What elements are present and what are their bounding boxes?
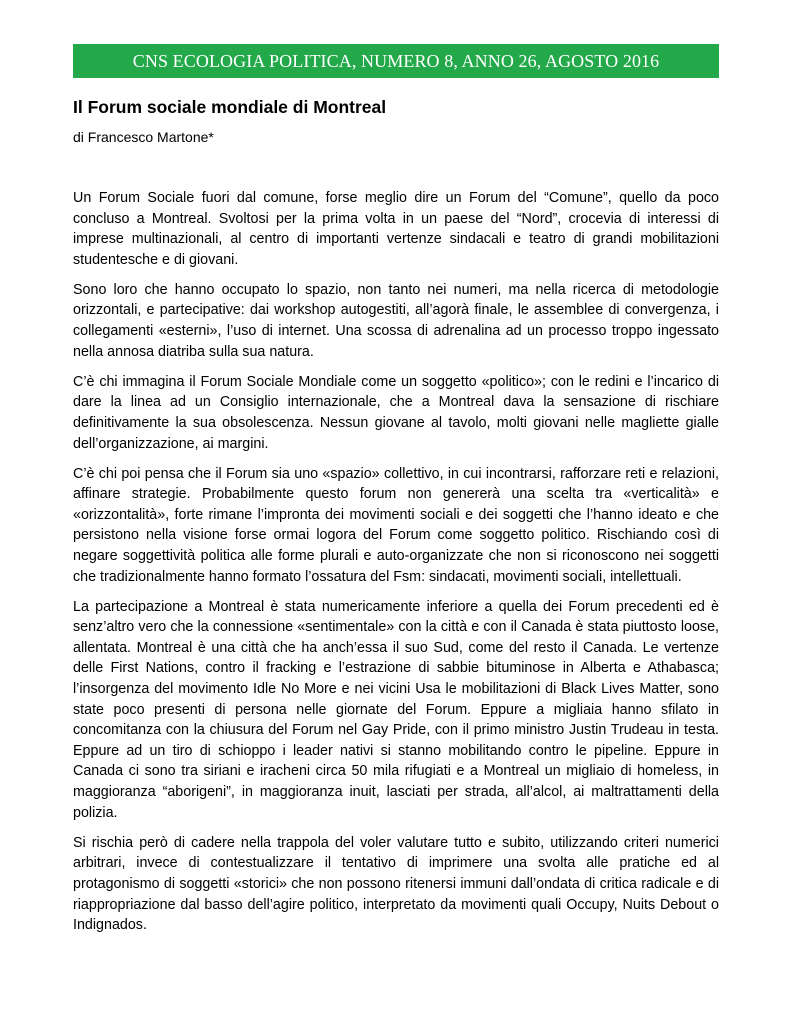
article <box>73 96 719 945</box>
paragraph: La partecipazione a Montreal è stata numericamente inferiore a quella dei Forum precedenti ed è senz’altro vero che la connessione «sentimentale» con la città e con il Canada è stata piuttosto loose, allentata. Montreal è una città che ha anch’essa il suo Sud, come del resto il Canada. Le vertenze delle First Nations, contro il fracking e l’estrazione di sabbie bituminose in Alberta e Athabasca; l’insorgenza del movimento Idle No More e nei vicini Usa le mobilitazioni di Black Lives Matter, sono state poco presenti di persona nelle giornate del Forum. Eppure a migliaia hanno sfilato in concomitanza con la chiusura del Forum nel Gay Pride, con il primo ministro Justin Trudeau in testa. Eppure ad un tiro di schioppo i leader nativi si stanno mobilitando contro le pipeline. Eppure in Canada ci sono tra siriani e iracheni circa 50 mila rifugiati e a Montreal un migliaio di homeless, in maggioranza “aborigeni”, in maggioranza inuit, lasciati per strada, all’alcol, ai maltrattamenti della polizia. <box>73 598 719 821</box>
paragraph: C’è chi immagina il Forum Sociale Mondiale come un soggetto «politico»; con le redini e l’incarico di dare la linea ad un Consiglio internazionale, che a Montreal dava la sensazione di rischiare definitivamente la sua obsolescenza. Nessun giovane al tavolo, molti giovani nelle magliette gialle dell’organizzazione, ai margini. <box>73 373 719 452</box>
header-banner <box>73 44 719 78</box>
article-body <box>73 188 719 936</box>
article-title: Il Forum sociale mondiale di Montreal <box>73 97 387 117</box>
paragraph: Si rischia però di cadere nella trappola del voler valutare tutto e subito, utilizzando criteri numerici arbitrari, invece di contestualizzare il tentativo di imprimere una svolta alle pratiche ed al protagonismo di soggetti «storici» che non possono ritenersi immuni dall’ondata di critica radicale e di riappropriazione dal basso dell’agire politico, interpretato da movimenti quali Occupy, Nuits Debout o Indignados. <box>73 834 719 934</box>
header-banner-text: CNS ECOLOGIA POLITICA, NUMERO 8, ANNO 26, AGOSTO 2016 <box>132 50 660 71</box>
paragraph: Un Forum Sociale fuori dal comune, forse meglio dire un Forum del “Comune”, quello da poco concluso a Montreal. Svoltosi per la prima volta in un paese del “Nord”, crocevia di interessi di imprese multinazionali, al centro di importanti vertenze sindacali e teatro di grandi mobilitazioni studentesche e di giovani. <box>73 190 719 268</box>
paragraph: C’è chi poi pensa che il Forum sia uno «spazio» collettivo, in cui incontrarsi, rafforzare reti e relazioni, affinare strategie. Probabilmente questo forum non genererà una scelta tra «verticalità» e «orizzontalità», forte rimane l’impronta dei movimenti sociali e dei soggetti che l’hanno ideato e che persistono nella visione forse ormai logora del Forum come soggetto politico. Rischiando così di negare soggettività politica alle forme plurali e auto-organizzate che non si riconoscono nei soggetti che tradizionalmente hanno formato l’ossatura del Fsm: sindacati, movimenti sociali, intellettuali. <box>73 465 719 585</box>
article-author: di Francesco Martone* <box>73 129 214 145</box>
paragraph: Sono loro che hanno occupato lo spazio, non tanto nei numeri, ma nella ricerca di metodologie orizzontali, e partecipative: dai workshop autogestiti, all’agorà finale, le assemblee di convergenza, i collegamenti «esterni», l’uso di internet. Una scossa di adrenalina ad un processo troppo ingessato nella annosa diatriba sulla sua natura. <box>73 281 719 360</box>
